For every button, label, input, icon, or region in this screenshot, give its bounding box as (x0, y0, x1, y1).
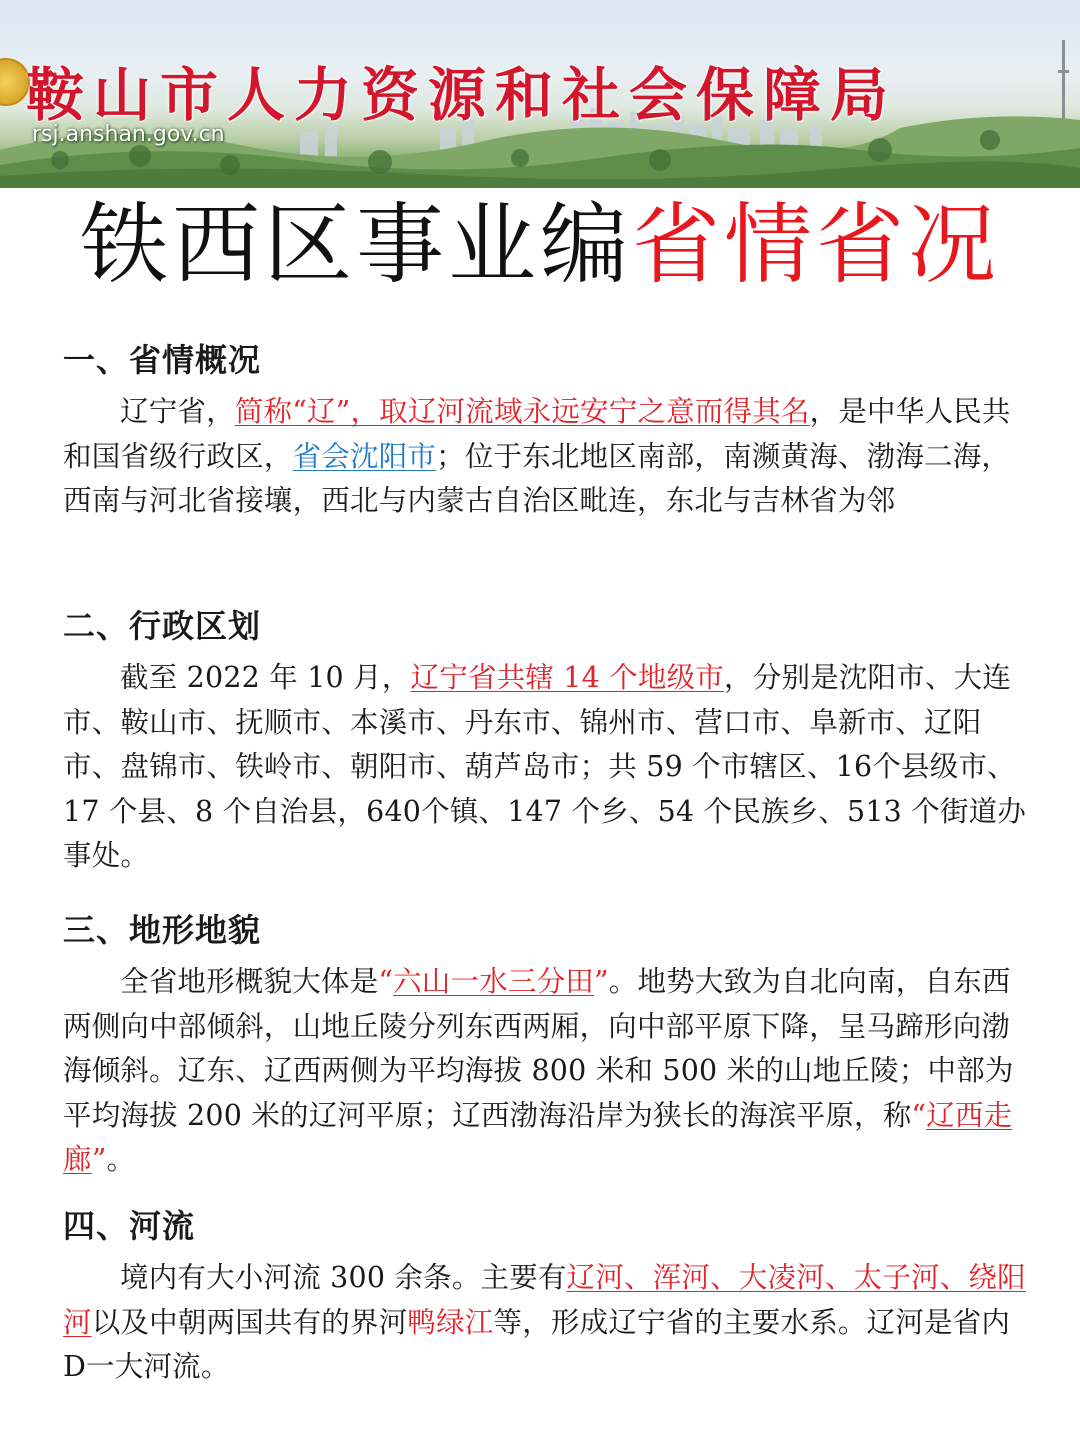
quote-mark: “ (911, 1098, 927, 1132)
section-paragraph (63, 656, 1033, 879)
capital-city-link[interactable]: 省会沈阳市 (292, 439, 437, 473)
section-heading: 一、省情概况 (63, 341, 262, 379)
text-run: 以及中朝两国共有的界河 (91, 1305, 408, 1339)
title-black-part: 铁西区事业编 (79, 193, 632, 296)
main-rivers-link[interactable]: 辽河、浑河、大凌河、太子河、绕阳河 (63, 1261, 1026, 1339)
yalu-river-text: 鸭绿江 (407, 1305, 494, 1339)
text-run: ，是中华人民共和国省级行政区， (63, 395, 1011, 473)
organization-name: 鞍山市人力资源和社会保障局 (26, 61, 898, 129)
terrain-summary-link[interactable]: 六山一水三分田 (393, 965, 594, 998)
quote-mark: ” (91, 1143, 107, 1176)
section-administrative-divisions (63, 606, 1033, 879)
text-run: 等，形成辽宁省的主要水系。辽河是省内D一大河流。 (63, 1305, 1011, 1383)
section-heading: 三、地形地貌 (63, 911, 262, 949)
section-paragraph (63, 1256, 1033, 1390)
header-banner (0, 0, 1080, 188)
liaoxi-corridor-link[interactable]: 辽西走廊 (63, 1098, 1013, 1176)
section-heading: 二、行政区划 (63, 607, 262, 645)
quote-mark: ” (594, 965, 609, 998)
section-terrain (63, 910, 1033, 1183)
section-paragraph (63, 960, 1033, 1183)
section-rivers (63, 1206, 1033, 1390)
section-paragraph (63, 390, 1033, 524)
section-overview (63, 340, 1033, 524)
website-url[interactable]: rsj.anshan.gov.cn (32, 122, 225, 147)
text-run: 境内有大小河流 300 余条。主要有 (120, 1261, 567, 1294)
text-run: 。 (106, 1143, 136, 1176)
prefecture-cities-link[interactable]: 辽宁省共辖 14 个地级市 (410, 661, 725, 694)
text-run: ，分别是沈阳市、大连市、鞍山市、抚顺市、本溪市、丹东市、锦州市、营口市、阜新市、辽阳市、盘锦市、铁岭市、朝阳市、葫芦岛市；共 59 个市辖区、16个县级市、17 个县、8 个自治县，640个镇、147 个乡、54 个民族乡、513 个街道办事处。 (63, 661, 1027, 872)
section-heading: 四、河流 (63, 1207, 196, 1245)
text-run: 全省地形概貌大体是 (120, 965, 379, 998)
abbreviation-link[interactable]: 简称“辽”，取辽河流域永远安宁之意而得其名 (234, 395, 810, 428)
text-run: 。地势大致为自北向南，自东西两侧向中部倾斜，山地丘陵分列东西两厢，向中部平原下降，呈马蹄形向渤海倾斜。辽东、辽西两侧为平均海拔 800 米和 500 米的山地丘陵；中部为平均海拔 200 米的辽河平原；辽西渤海沿岸为狭长的海滨平原，称 (63, 965, 1014, 1132)
text-run: 截至 2022 年 10 月， (120, 661, 411, 694)
text-run: 辽宁省， (120, 395, 235, 428)
text-run: ；位于东北地区南部，南濒黄海、渤海二海，西南与河北省接壤，西北与内蒙古自治区毗连，东北与吉林省为邻 (63, 439, 1011, 517)
page-title (0, 190, 1080, 300)
title-red-part: 省情省况 (632, 193, 1001, 296)
quote-mark: “ (378, 965, 394, 998)
